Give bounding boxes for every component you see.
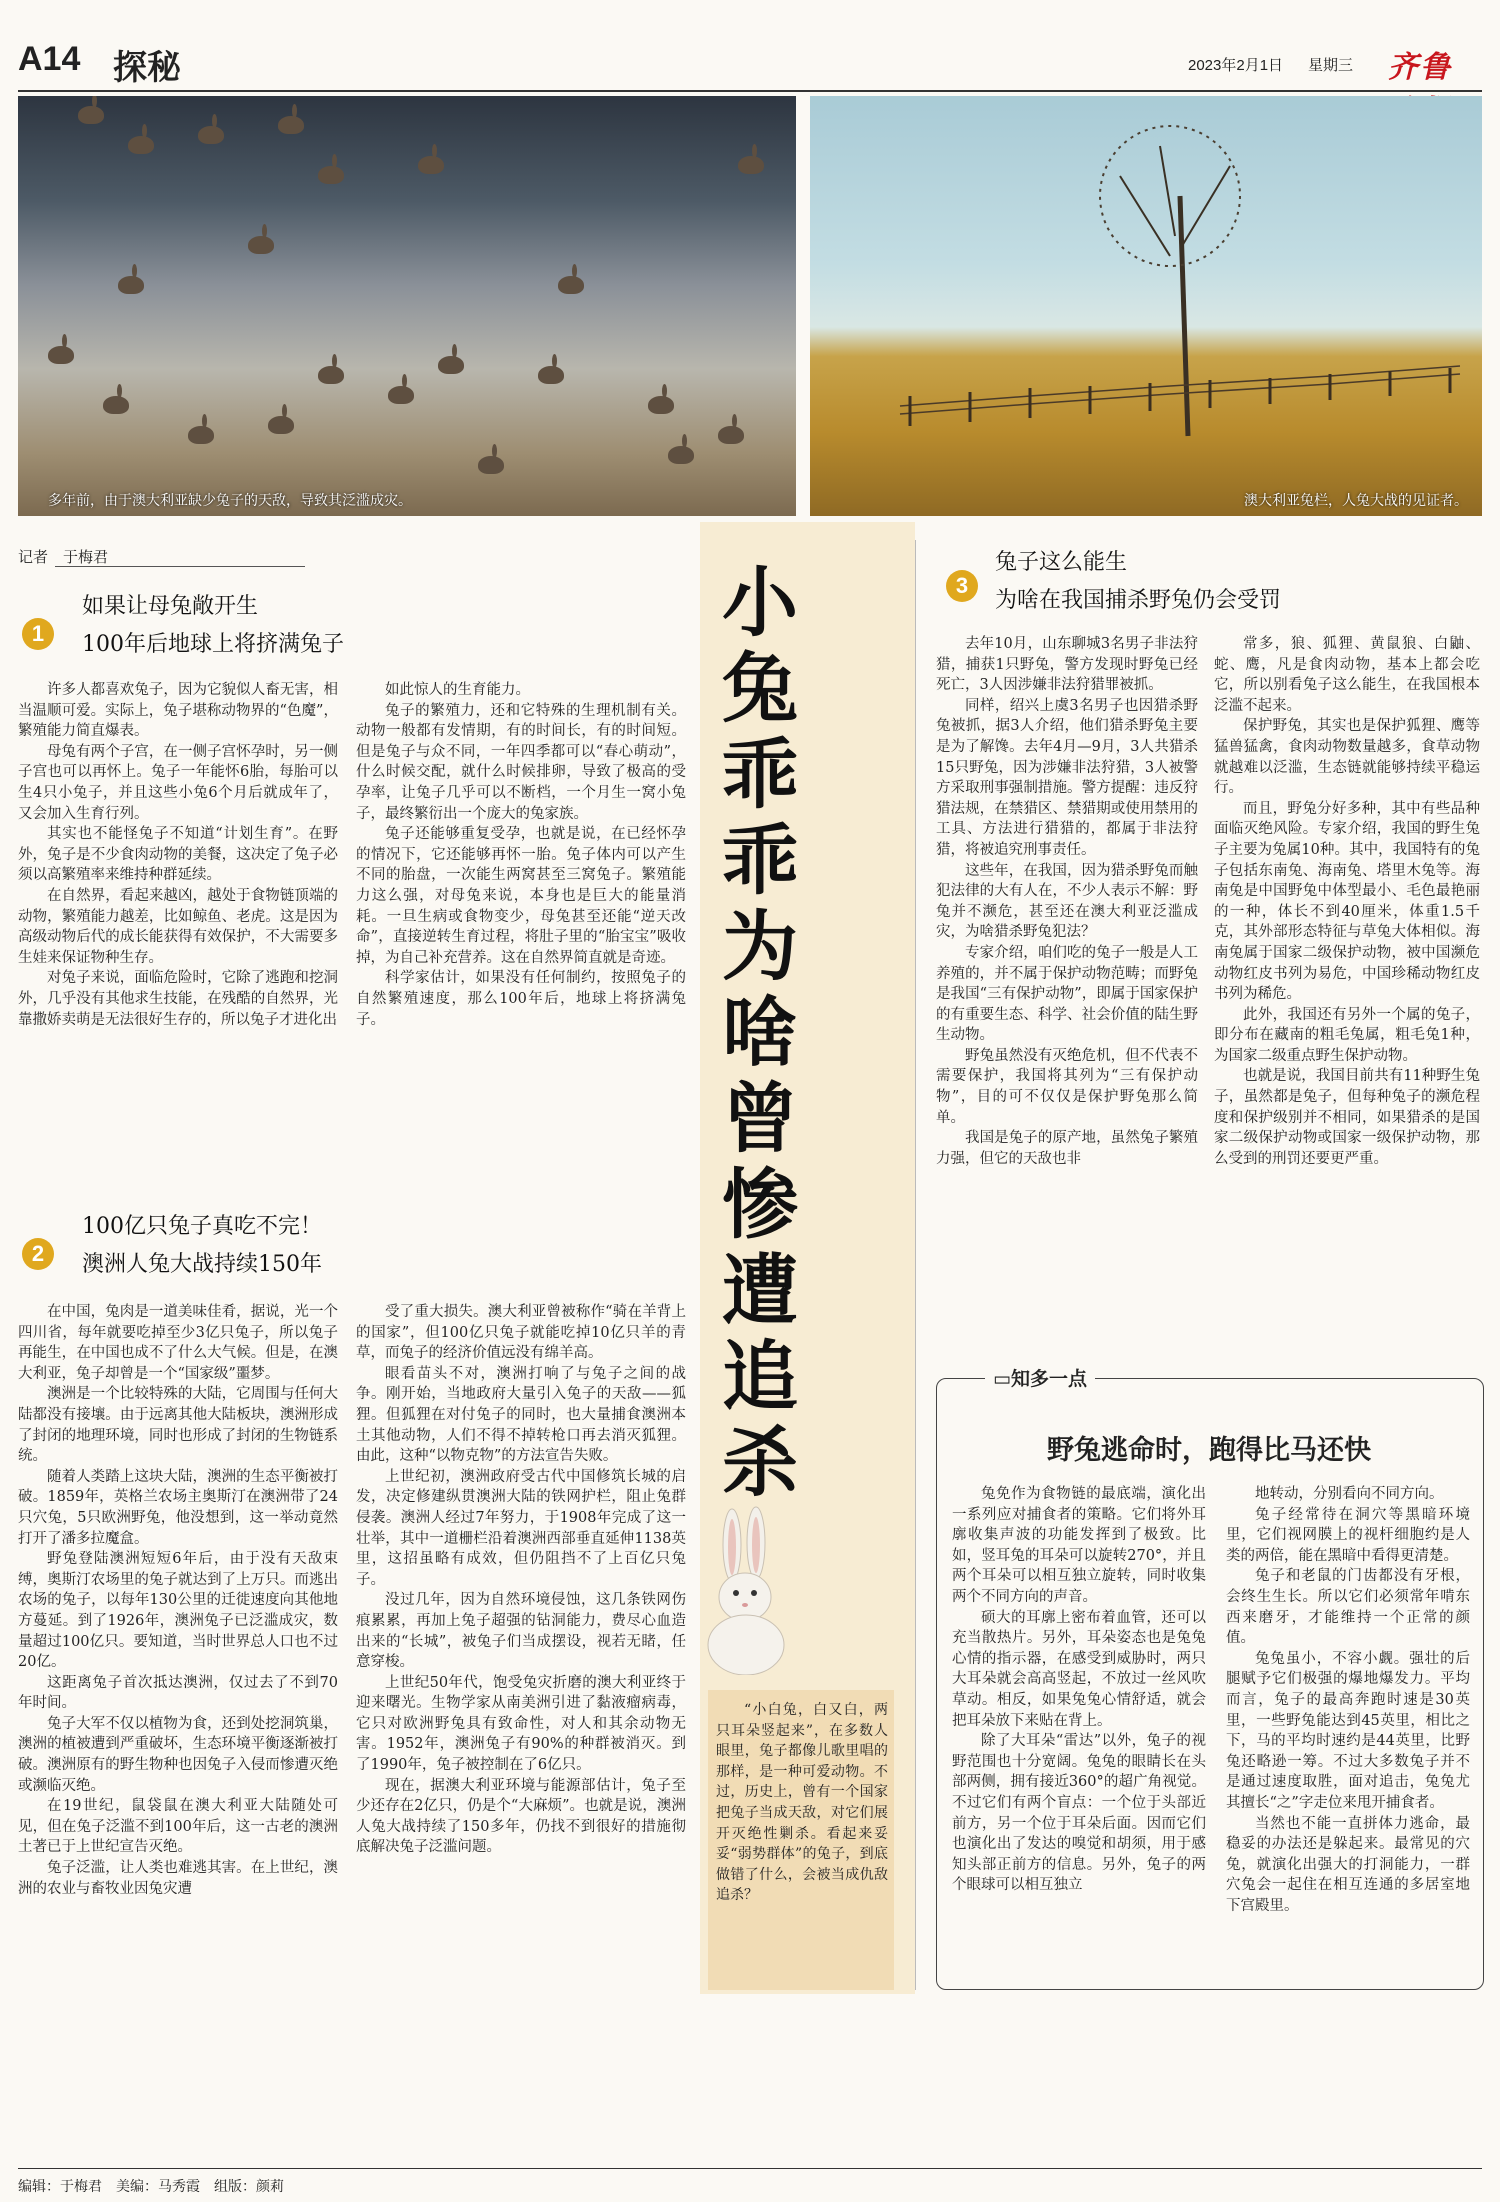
paragraph: 兔兔虽小，不容小觑。强壮的后腿赋予它们极强的爆地爆发力。平均而言，兔子的最高奔跑时速是30英里，一些野兔能达到45英里，相比之下，马的平均时速约是44英里，比野兔还略逊一筹。不过大多数兔子并不是通过速度取胜，面对追击，兔兔尤其擅长“之”字走位来甩开捕食者。 — [1226, 1650, 1470, 1811]
section-2-title-line2: 澳洲人兔大战持续150年 — [82, 1252, 322, 1277]
paragraph: 澳洲是一个比较特殊的大陆，它周围与任何大陆都没有接壤。由于远离其他大陆板块，澳洲形成了封闭的地理环境，同时也形成了封闭的生物链系统。 — [18, 1386, 338, 1465]
tree-and-fence-illustration — [810, 96, 1482, 516]
did-you-know-column-b — [1226, 1484, 1470, 1916]
paragraph: 兔子泛滥，让人类也难逃其害。在上世纪，澳洲的农业与畜牧业因兔灾遭 — [18, 1860, 338, 1897]
paragraph: 硕大的耳廓上密布着血管，还可以充当散热片。另外，耳朵姿态也是兔兔心情的指示器，在感受到威胁时，两只大耳朵就会高高竖起，不放过一丝风吹草动。相反，如果兔兔心情舒适，就会把耳朵放下来贴在背上。 — [952, 1609, 1206, 1729]
paragraph: 受了重大损失。澳大利亚曾被称作“骑在羊背上的国家”，但100亿只兔子就能吃掉10亿只羊的青草，而兔子的经济价值远没有绵羊高。 — [356, 1304, 686, 1362]
did-you-know-column-a — [952, 1484, 1206, 1896]
paragraph: 其实也不能怪兔子不知道“计划生育”。在野外，兔子是不少食肉动物的美餐，这决定了兔子必须以高繁殖率来维持种群延续。 — [18, 826, 338, 884]
paragraph: 上世纪50年代，饱受兔灾折磨的澳大利亚终于迎来曙光。生物学家从南美洲引进了黏液瘤病毒，它只对欧洲野兔具有致命性，对人和其余动物无害。1952年，澳洲兔子有90%的种群被消灭。到了1990年，兔子被控制在了6亿只。 — [356, 1674, 686, 1774]
paragraph: 这距离兔子首次抵达澳洲，仅过去了不到70年时间。 — [18, 1674, 338, 1712]
paragraph: 地转动，分别看向不同方向。 — [1255, 1486, 1444, 1502]
white-rabbit-illustration — [690, 1505, 800, 1675]
page-header — [18, 40, 1482, 92]
paragraph: 随着人类踏上这块大陆，澳洲的生态平衡被打破。1859年，英格兰农场主奥斯汀在澳洲带了24只穴兔，5只欧洲野兔，他没想到，这一举动竟然打开了潘多拉魔盒。 — [18, 1468, 338, 1547]
paragraph: 在中国，兔肉是一道美味佳肴，据说，光一个四川省，每年就要吃掉至少3亿只兔子，所以兔子再能生，在中国也成不了什么大气候。但是，在澳大利亚，兔子却曾是一个“国家级”噩梦。 — [18, 1304, 338, 1382]
main-headline: 小兔乖乖为啥曾惨遭追杀 — [722, 558, 798, 1507]
right-photo-caption: 澳大利亚兔栏，人兔大战的见证者。 — [1244, 492, 1468, 508]
section-name: 探秘 — [113, 48, 181, 88]
footer-rule — [18, 2168, 1482, 2169]
paragraph: 此外，我国还有另外一个属的兔子，即分布在藏南的粗毛兔属，粗毛兔1种，为国家二级重点野生保护动物。 — [1214, 1006, 1480, 1064]
byline-rule — [55, 566, 305, 567]
paragraph: 兔子的繁殖力，还和它特殊的生理机制有关。动物一般都有发情期，有的时间长，有的时间短。但是兔子与众不同，一年四季都可以“春心萌动”，什么时候交配，就什么时候排卵，导致了极高的受孕率，让兔子几乎可以不断档，一个月生一窝小兔子，最终繁衍出一个庞大的兔家族。 — [356, 702, 686, 822]
paragraph: 在19世纪，鼠袋鼠在澳大利亚大陆随处可见，但在兔子泛滥不到100年后，这一古老的澳洲土著已于上世纪宣告灭绝。 — [18, 1798, 338, 1856]
paragraph: 对兔子来说，面临危险时，它除了逃跑和挖洞外，几乎没有其他求生技能，在残酷的自然界，光靠撒娇卖萌是无法很好生存的，所以兔子才进化出 — [18, 970, 338, 1028]
paragraph: 兔子大军不仅以植物为食，还到处挖洞筑巢，澳洲的植被遭到严重破坏，生态环境平衡逐渐被打破。澳洲原有的野生物种也因兔子入侵而惨遭灭绝或濒临灭绝。 — [18, 1715, 338, 1794]
intro-quote-paragraph: “小白兔，白又白，两只耳朵竖起来”，在多数人眼里，兔子都像儿歌里唱的那样，是一种可爱动物。不过，历史上，曾有一个国家把兔子当成天敌，对它们展开灭绝性剿杀。看起来妥妥“弱势群体”的兔子，到底做错了什么，会被当成仇敌追杀？ — [716, 1702, 888, 1904]
section-1-title-line1: 如果让母兔敞开生 — [82, 594, 259, 619]
left-photo-caption: 多年前，由于澳大利亚缺少兔子的天敌，导致其泛滥成灾。 — [48, 492, 412, 508]
paragraph: 去年10月，山东聊城3名男子非法狩猎，捕获1只野兔，警方发现时野兔已经死亡，3人因涉嫌非法狩猎罪被抓。 — [936, 636, 1198, 694]
paragraph: 除了大耳朵“雷达”以外，兔子的视野范围也十分宽阔。兔兔的眼睛长在头部两侧，拥有接近360°的超广角视觉。不过它们有两个盲点：一个位于头部近前方，另一个位于耳朵后面。因而它们也演化出了发达的嗅觉和胡须，用于感知头部正前方的信息。另外，兔子的两个眼球可以相互独立 — [952, 1733, 1206, 1894]
issue-weekday: 星期三 — [1308, 57, 1354, 74]
header-rule — [18, 90, 1482, 92]
paragraph: 在自然界，看起来越凶，越处于食物链顶端的动物，繁殖能力越差，比如鲸鱼、老虎。这是因为高级动物后代的成长能获得有效保护，不大需要多生娃来保证物种生存。 — [18, 887, 338, 966]
issue-date: 2023年2月1日 — [1188, 57, 1284, 74]
paragraph: 兔子和老鼠的门齿都没有牙根，会终生生长。所以它们必须常年啃东西来磨牙，才能维持一个正常的颜值。 — [1226, 1568, 1470, 1647]
paragraph: 也就是说，我国目前共有11种野生兔子，虽然都是兔子，但每种兔子的濒危程度和保护级别并不相同，如果猎杀的是国家二级保护动物或国家一级保护动物，那么受到的刑罚还要更严重。 — [1214, 1068, 1480, 1167]
column-divider — [915, 540, 916, 1990]
page-footer-credits: 编辑：于梅君 美编：马秀霞 组版：颜莉 — [18, 2178, 284, 2194]
paragraph: 当然也不能一直拼体力逃命，最稳妥的办法还是躲起来。最常见的穴兔，就演化出强大的打洞能力，一群穴兔会一起住在相互连通的多居室地下宫殿里。 — [1226, 1815, 1470, 1914]
section-1-column-a — [18, 680, 338, 1030]
newspaper-masthead-logo: 齐鲁 — [1388, 50, 1452, 85]
paragraph: 现在，据澳大利亚环境与能源部估计，兔子至少还存在2亿只，仍是个“大麻烦”。也就是说，澳洲人兔大战持续了150多年，仍找不到很好的措施彻底解决兔子泛滥问题。 — [356, 1777, 686, 1856]
paragraph: 没过几年，因为自然环境侵蚀，这几条铁网伤痕累累，再加上兔子超强的钻洞能力，费尽心血造出来的“长城”，被兔子们当成摆设，视若无睹，任意穿梭。 — [356, 1592, 686, 1671]
section-3-title-line1: 兔子这么能生 — [995, 550, 1128, 575]
section-3-number-badge: 3 — [946, 570, 978, 602]
paragraph: 如此惊人的生育能力。 — [385, 682, 530, 698]
paragraph: 科学家估计，如果没有任何制约，按照兔子的自然繁殖速度，那么100年后，地球上将挤满兔子。 — [356, 970, 686, 1028]
paragraph: 上世纪初，澳洲政府受古代中国修筑长城的启发，决定修建纵贯澳洲大陆的铁网护栏，阻止兔群侵袭。澳洲人经过7年努力，于1908年完成了这一壮举，其中一道栅栏沿着澳洲西部垂直延伸1138英里，这招虽略有成效，但仍阻挡不了上百亿只兔子。 — [356, 1468, 686, 1588]
section-2-column-b — [356, 1302, 686, 1858]
paragraph: 眼看苗头不对，澳洲打响了与兔子之间的战争。刚开始，当地政府大量引入兔子的天敌——狐狸。但狐狸在对付兔子的同时，也大量捕食澳洲本土其他动物，人们不得不掉转枪口再去消灭狐狸。由此，这种“以物克物”的方法宣告失败。 — [356, 1365, 686, 1465]
paragraph: 许多人都喜欢兔子，因为它貌似人畜无害，相当温顺可爱。实际上，兔子堪称动物界的“色魔”，繁殖能力简直爆表。 — [18, 682, 338, 740]
paragraph: 兔免作为食物链的最底端，演化出一系列应对捕食者的策略。它们将外耳廓收集声波的功能发挥到了极致。比如，竖耳兔的耳朵可以旋转270°，并且两个耳朵可以相互独立旋转，同时收集两个不同方向的声音。 — [952, 1486, 1206, 1605]
paragraph: 兔子经常待在洞穴等黑暗环境里，它们视网膜上的视杆细胞约是人类的两倍，能在黑暗中看得更清楚。 — [1226, 1506, 1470, 1564]
section-2-title-line1: 100亿只兔子真吃不完！ — [82, 1214, 322, 1239]
section-1-number-badge: 1 — [22, 618, 54, 650]
section-3-column-b — [1214, 634, 1480, 1169]
section-3-column-a — [936, 634, 1198, 1169]
paragraph: 我国是兔子的原产地，虽然兔子繁殖力强，但它的天敌也非 — [936, 1130, 1198, 1167]
section-1-column-b — [356, 680, 686, 1030]
rabbits-field-photo — [18, 96, 796, 516]
intro-quote-text — [716, 1700, 888, 1906]
section-2-column-a — [18, 1302, 338, 1899]
did-you-know-title: 野兔逃命时，跑得比马还快 — [1047, 1435, 1371, 1466]
rabbit-fence-photo — [810, 96, 1482, 516]
paragraph: 野兔登陆澳洲短短6年后，由于没有天敌束缚，奥斯汀农场里的兔子就达到了上万只。而逃出农场的兔子，以每年130公里的迁徙速度向其他地方蔓延。到了1926年，澳洲兔子已泛滥成灾，数量超过100亿只。要知道，当时世界总人口也不过20亿。 — [18, 1551, 338, 1671]
section-3-title-line2: 为啥在我国捕杀野兔仍会受罚 — [995, 588, 1282, 613]
paragraph: 同样，绍兴上虞3名男子也因猎杀野兔被抓，据3人介绍，他们猎杀野兔主要是为了解馋。去年4月—9月，3人共猎杀15只野兔，因为涉嫌非法狩猎，3人被警方采取刑事强制措施。警方提醒：违反狩猎法规，在禁猎区、禁猎期或使用禁用的工具、方法进行猎猎的，都属于非法狩猎，将被追究刑事责任。 — [936, 697, 1198, 858]
paragraph: 野兔虽然没有灭绝危机，但不代表不需要保护，我国将其列为“三有保护动物”，目的可不仅仅是保护野兔那么简单。 — [936, 1047, 1198, 1126]
paragraph: 而且，野兔分好多种，其中有些品种面临灭绝风险。专家介绍，我国的野生兔子主要为兔属10种。其中，我国特有的兔子包括东南兔、海南兔、塔里木兔等。海南兔是中国野兔中体型最小、毛色最艳丽的一种，体长不到40厘米，体重1.5千克，其外部形态特征与草兔大体相似。海南兔属于国家二级保护动物，被中国濒危动物红皮书列为易危，中国珍稀动物红皮书列为稀危。 — [1214, 800, 1480, 1003]
paragraph: 保护野兔，其实也是保护狐狸、鹰等猛兽猛禽，食肉动物数量越多，食草动物就越难以泛滥，生态链就能够持续平稳运行。 — [1214, 718, 1480, 797]
paragraph: 母兔有两个子宫，在一侧子宫怀孕时，另一侧子宫也可以再怀上。兔子一年能怀6胎，每胎可以生4只小兔子，并且这些小兔6个月后就成年了，又会加入生育行列。 — [18, 743, 338, 822]
did-you-know-label: 知多一点 — [1010, 1368, 1087, 1390]
paragraph: 兔子还能够重复受孕，也就是说，在已经怀孕的情况下，它还能够再怀一胎。兔子体内可以产生不同的胎盘，一次能生两窝甚至三窝兔子。繁殖能力这么强，对母兔来说，本身也是巨大的能量消耗。一旦生病或食物变少，母兔甚至还能“逆天改命”，直接逆转生育过程，将肚子里的“胎宝宝”吸收掉，为自己补充营养。这在自然界简直就是奇迹。 — [356, 826, 686, 966]
did-you-know-tag — [985, 1364, 1095, 1391]
paragraph: 这些年，在我国，因为猎杀野兔而触犯法律的大有人在，不少人表示不解：野兔并不濒危，甚至还在澳大利亚泛滥成灾，为啥猎杀野兔犯法？ — [936, 862, 1198, 941]
paragraph: 专家介绍，咱们吃的兔子一般是人工养殖的，并不属于保护动物范畴；而野兔是我国“三有保护动物”，即属于国家保护的有重要生态、科学、社会价值的陆生野生动物。 — [936, 944, 1198, 1044]
section-2-number-badge: 2 — [22, 1238, 54, 1270]
reporter-byline: 记者 于梅君 — [18, 549, 109, 566]
book-icon: ▭ — [993, 1368, 1011, 1390]
section-1-title-line2: 100年后地球上将挤满兔子 — [82, 632, 344, 657]
page-number: A14 — [18, 40, 81, 78]
paragraph: 常多，狼、狐狸、黄鼠狼、白鼬、蛇、鹰，凡是食肉动物，基本上都会吃它，所以别看兔子这么能生，在我国根本泛滥不起来。 — [1214, 636, 1480, 714]
